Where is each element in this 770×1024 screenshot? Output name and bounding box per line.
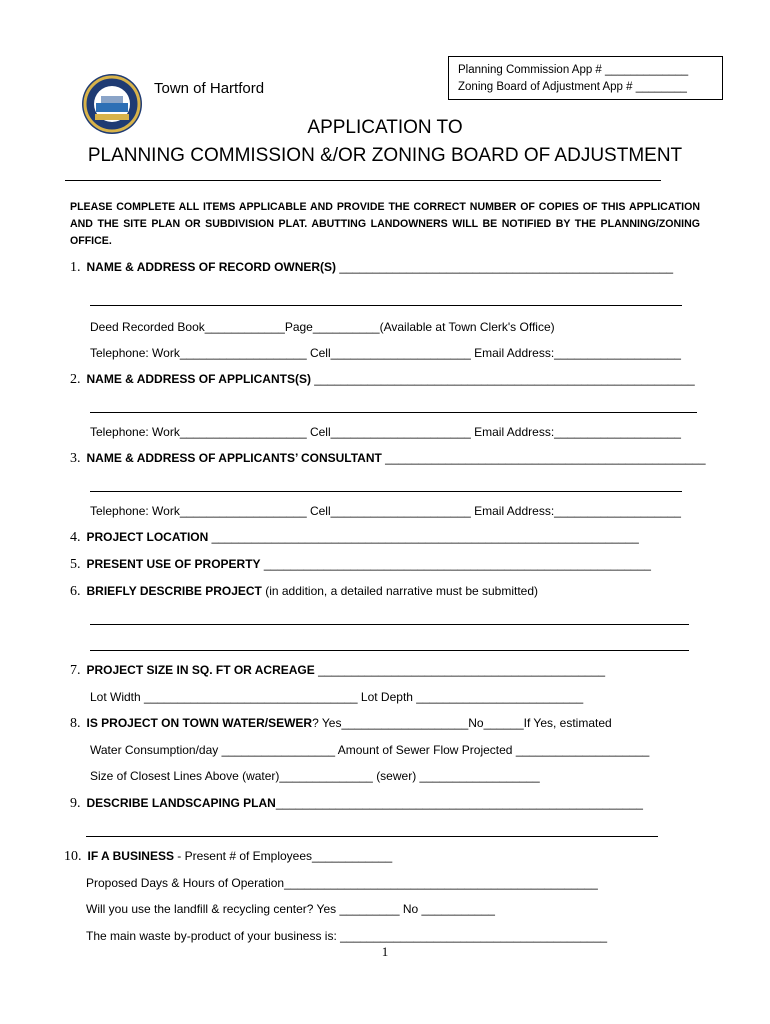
zoning-board-app-number[interactable]: Zoning Board of Adjustment App # ________ xyxy=(458,81,687,93)
item-label: DESCRIBE LANDSCAPING PLAN xyxy=(86,796,276,810)
water-consumption-row[interactable]: Water Consumption/day _________________ Amount of Sewer Flow Projected ____________________ xyxy=(90,743,650,757)
project-description-line-2[interactable] xyxy=(90,650,689,651)
answer-blank: - Present # of Employees____________ xyxy=(173,849,393,863)
item-label: NAME & ADDRESS OF RECORD OWNER(S) xyxy=(86,260,337,274)
title-line-2: PLANNING COMMISSION &/OR ZONING BOARD OF ADJUSTMENT xyxy=(87,145,683,166)
item-number: 7. xyxy=(70,663,81,678)
item-label: IF A BUSINESS xyxy=(87,849,174,863)
answer-blank: ? Yes___________________No______If Yes, estimated xyxy=(312,716,612,730)
item-number: 10. xyxy=(64,849,82,864)
item-applicants[interactable] xyxy=(70,372,695,388)
item-label: NAME & ADDRESS OF APPLICANTS’ CONSULTANT xyxy=(86,451,382,465)
answer-blank: ___________________________________________ xyxy=(314,663,606,677)
item-number: 3. xyxy=(70,451,81,466)
item-project-size[interactable] xyxy=(70,663,605,679)
town-name: Town of Hartford xyxy=(154,80,265,97)
answer-blank: ________________________________________________ xyxy=(381,451,706,465)
consultant-telephone-row[interactable]: Telephone: Work___________________ Cell_____________________ Email Address:___________________ xyxy=(90,504,681,518)
title-line-1: APPLICATION TO xyxy=(307,117,463,138)
item-number: 1. xyxy=(70,260,81,275)
item-number: 5. xyxy=(70,557,81,572)
item-number: 4. xyxy=(70,530,81,545)
answer-blank: _______________________________________________________ xyxy=(275,796,643,810)
title-separator xyxy=(65,180,661,181)
item-label: NAME & ADDRESS OF APPLICANTS(S) xyxy=(86,372,311,386)
item-describe-project[interactable] xyxy=(70,584,538,600)
item-landscaping-plan[interactable] xyxy=(70,796,643,812)
item-label: IS PROJECT ON TOWN WATER/SEWER xyxy=(86,716,313,730)
item-number: 9. xyxy=(70,796,81,811)
item-number: 6. xyxy=(70,584,81,599)
item-number: 2. xyxy=(70,372,81,387)
instructions-text: PLEASE COMPLETE ALL ITEMS APPLICABLE AND PROVIDE THE CORRECT NUMBER OF COPIES OF THIS APPLICATION AND THE SITE PLAN OR SUBDIVISION PLAT. ABUTTING LANDOWNERS WILL BE NOTIFIED BY THE PLANNING/ZONING OFFICE. xyxy=(70,201,700,247)
lot-dimensions-row[interactable]: Lot Width ________________________________ Lot Depth _________________________ xyxy=(90,690,584,704)
record-owner-address-line[interactable] xyxy=(90,305,682,306)
answer-blank: _________________________________________________________ xyxy=(310,372,695,386)
item-label: PROJECT LOCATION xyxy=(86,530,209,544)
item-record-owner[interactable] xyxy=(70,260,673,276)
item-business[interactable] xyxy=(64,849,392,865)
item-label: PROJECT SIZE IN SQ. FT OR ACREAGE xyxy=(86,663,315,677)
page-number: 1 xyxy=(381,944,389,959)
item-label: BRIEFLY DESCRIBE PROJECT xyxy=(86,584,262,598)
item-label: PRESENT USE OF PROPERTY xyxy=(86,557,261,571)
landfill-recycling-row[interactable]: Will you use the landfill & recycling center? Yes _________ No ___________ xyxy=(86,902,495,916)
item-consultant[interactable] xyxy=(70,451,706,467)
answer-blank: __________________________________________________ xyxy=(336,260,674,274)
days-hours-row[interactable]: Proposed Days & Hours of Operation_______________________________________________ xyxy=(86,876,598,890)
closest-lines-row[interactable]: Size of Closest Lines Above (water)______________ (sewer) __________________ xyxy=(90,769,540,783)
applicant-telephone-row[interactable]: Telephone: Work___________________ Cell_____________________ Email Address:___________________ xyxy=(90,425,681,439)
item-present-use[interactable] xyxy=(70,557,651,573)
planning-commission-app-number[interactable]: Planning Commission App # _____________ xyxy=(458,64,689,76)
consultant-address-line[interactable] xyxy=(90,491,682,492)
project-description-line-1[interactable] xyxy=(90,624,689,625)
item-number: 8. xyxy=(70,716,81,731)
answer-blank: __________________________________________________________ xyxy=(260,557,651,571)
item-project-location[interactable] xyxy=(70,530,639,546)
owner-telephone-row[interactable]: Telephone: Work___________________ Cell_____________________ Email Address:___________________ xyxy=(90,346,681,360)
landscaping-plan-line[interactable] xyxy=(86,836,658,837)
deed-recorded-row[interactable]: Deed Recorded Book____________Page__________(Available at Town Clerk's Office) xyxy=(90,320,555,334)
item-note: (in addition, a detailed narrative must be submitted) xyxy=(261,584,539,598)
answer-blank: ________________________________________________________________ xyxy=(208,530,639,544)
waste-byproduct-row[interactable]: The main waste by-product of your business is: ________________________________________ xyxy=(86,929,608,943)
item-town-water-sewer[interactable] xyxy=(70,716,612,732)
application-number-box xyxy=(448,56,723,100)
applicants-address-line[interactable] xyxy=(90,412,697,413)
